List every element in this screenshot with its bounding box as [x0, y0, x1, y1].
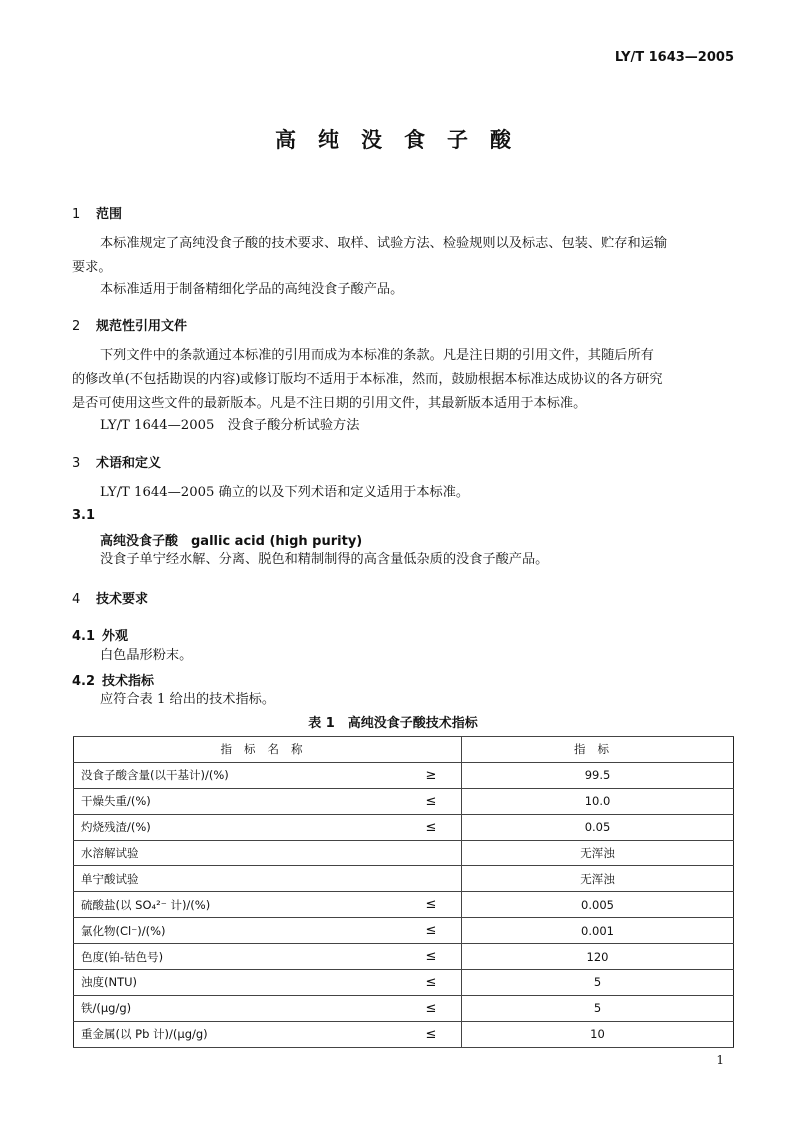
- table-row: [74, 762, 734, 788]
- section-title: 规范性引用文件: [96, 319, 188, 334]
- indicator-value: 无浑浊: [462, 866, 734, 892]
- comparison-operator: ≤: [401, 814, 462, 840]
- header-indicator-name: 指标名称: [74, 737, 462, 763]
- table-row: [74, 892, 734, 918]
- indicator-value: 10.0: [462, 788, 734, 814]
- paragraph: 应符合表 1 给出的技术指标。: [100, 692, 276, 707]
- section-2-heading: [72, 315, 187, 334]
- section-title: 技术要求: [96, 592, 149, 607]
- header-indicator-value: 指标: [462, 737, 734, 763]
- section-number: 2: [72, 319, 81, 334]
- table-row: [74, 866, 734, 892]
- section-number: 3: [72, 456, 81, 471]
- paragraph: LY/T 1644—2005 确立的以及下列术语和定义适用于本标准。: [100, 485, 470, 500]
- paragraph: 下列文件中的条款通过本标准的引用而成为本标准的条款。凡是注日期的引用文件，其随后所有: [100, 348, 654, 363]
- section-4-heading: [72, 588, 148, 607]
- indicator-name: 硫酸盐(以 SO₄²⁻ 计)/(%): [74, 892, 402, 918]
- indicator-name: 铁/(μg/g): [74, 995, 402, 1021]
- spec-table: [73, 736, 734, 1048]
- comparison-operator: ≤: [401, 944, 462, 970]
- section-title: 术语和定义: [96, 456, 162, 471]
- indicator-name: 浊度(NTU): [74, 970, 402, 996]
- page-number: 1: [716, 1053, 724, 1067]
- paragraph: 白色晶形粉末。: [100, 648, 193, 663]
- term-entry: 高纯没食子酸 gallic acid (high purity): [100, 534, 363, 549]
- comparison-operator: ≤: [401, 970, 462, 996]
- table-row: [74, 814, 734, 840]
- term-definition: 没食子单宁经水解、分离、脱色和精制制得的高含量低杂质的没食子酸产品。: [100, 552, 549, 567]
- table-row: [74, 840, 734, 866]
- indicator-name: 色度(铂-钴色号): [74, 944, 402, 970]
- standard-code: LY/T 1643—2005: [614, 50, 734, 65]
- indicator-name: 氯化物(Cl⁻)/(%): [74, 918, 402, 944]
- paragraph: 是否可使用这些文件的最新版本。凡是不注日期的引用文件，其最新版本适用于本标准。: [72, 396, 587, 411]
- indicator-name: 重金属(以 Pb 计)/(μg/g): [74, 1021, 402, 1047]
- indicator-value: 5: [462, 995, 734, 1021]
- subsection-number: 3.1: [72, 508, 96, 523]
- indicator-value: 120: [462, 944, 734, 970]
- table-row: [74, 788, 734, 814]
- paragraph: 本标准适用于制备精细化学品的高纯没食子酸产品。: [100, 282, 404, 297]
- paragraph: 的修改单(不包括勘误的内容)或修订版均不适用于本标准，然而，鼓励根据本标准达成协议的各方研究: [72, 372, 663, 387]
- comparison-operator: ≤: [401, 892, 462, 918]
- table-row: [74, 970, 734, 996]
- table-row: [74, 1021, 734, 1047]
- section-number: 4: [72, 592, 81, 607]
- indicator-name: 单宁酸试验: [74, 866, 402, 892]
- section-title: 范围: [96, 207, 123, 222]
- indicator-value: 0.05: [462, 814, 734, 840]
- table-row: [74, 944, 734, 970]
- indicator-name: 干燥失重/(%): [74, 788, 402, 814]
- paragraph: 本标准规定了高纯没食子酸的技术要求、取样、试验方法、检验规则以及标志、包装、贮存和运输: [100, 236, 668, 251]
- table-header-row: [74, 737, 734, 763]
- document-title: 高纯没食子酸: [275, 128, 533, 152]
- indicator-name: 灼烧残渣/(%): [74, 814, 402, 840]
- subsection-number: 4.2: [72, 674, 96, 689]
- subsection-4-2-heading: [72, 670, 154, 689]
- section-number: 1: [72, 207, 81, 222]
- comparison-operator: ≤: [401, 918, 462, 944]
- subsection-number: 4.1: [72, 629, 96, 644]
- section-1-heading: [72, 203, 122, 222]
- comparison-operator: ≤: [401, 1021, 462, 1047]
- paragraph: 要求。: [72, 260, 112, 275]
- indicator-value: 5: [462, 970, 734, 996]
- comparison-operator: [401, 866, 462, 892]
- section-3-heading: [72, 452, 161, 471]
- indicator-value: 99.5: [462, 762, 734, 788]
- comparison-operator: ≤: [401, 995, 462, 1021]
- table-row: [74, 995, 734, 1021]
- indicator-value: 10: [462, 1021, 734, 1047]
- table-caption: 表 1 高纯没食子酸技术指标: [308, 716, 478, 731]
- subsection-4-1-heading: [72, 625, 128, 644]
- indicator-value: 0.001: [462, 918, 734, 944]
- comparison-operator: ≥: [401, 762, 462, 788]
- indicator-value: 0.005: [462, 892, 734, 918]
- indicator-name: 水溶解试验: [74, 840, 402, 866]
- indicator-name: 没食子酸含量(以干基计)/(%): [74, 762, 402, 788]
- subsection-title: 外观: [102, 629, 129, 644]
- comparison-operator: [401, 840, 462, 866]
- subsection-title: 技术指标: [102, 674, 155, 689]
- normative-reference: LY/T 1644—2005 没食子酸分析试验方法: [100, 418, 360, 433]
- comparison-operator: ≤: [401, 788, 462, 814]
- indicator-value: 无浑浊: [462, 840, 734, 866]
- table-row: [74, 918, 734, 944]
